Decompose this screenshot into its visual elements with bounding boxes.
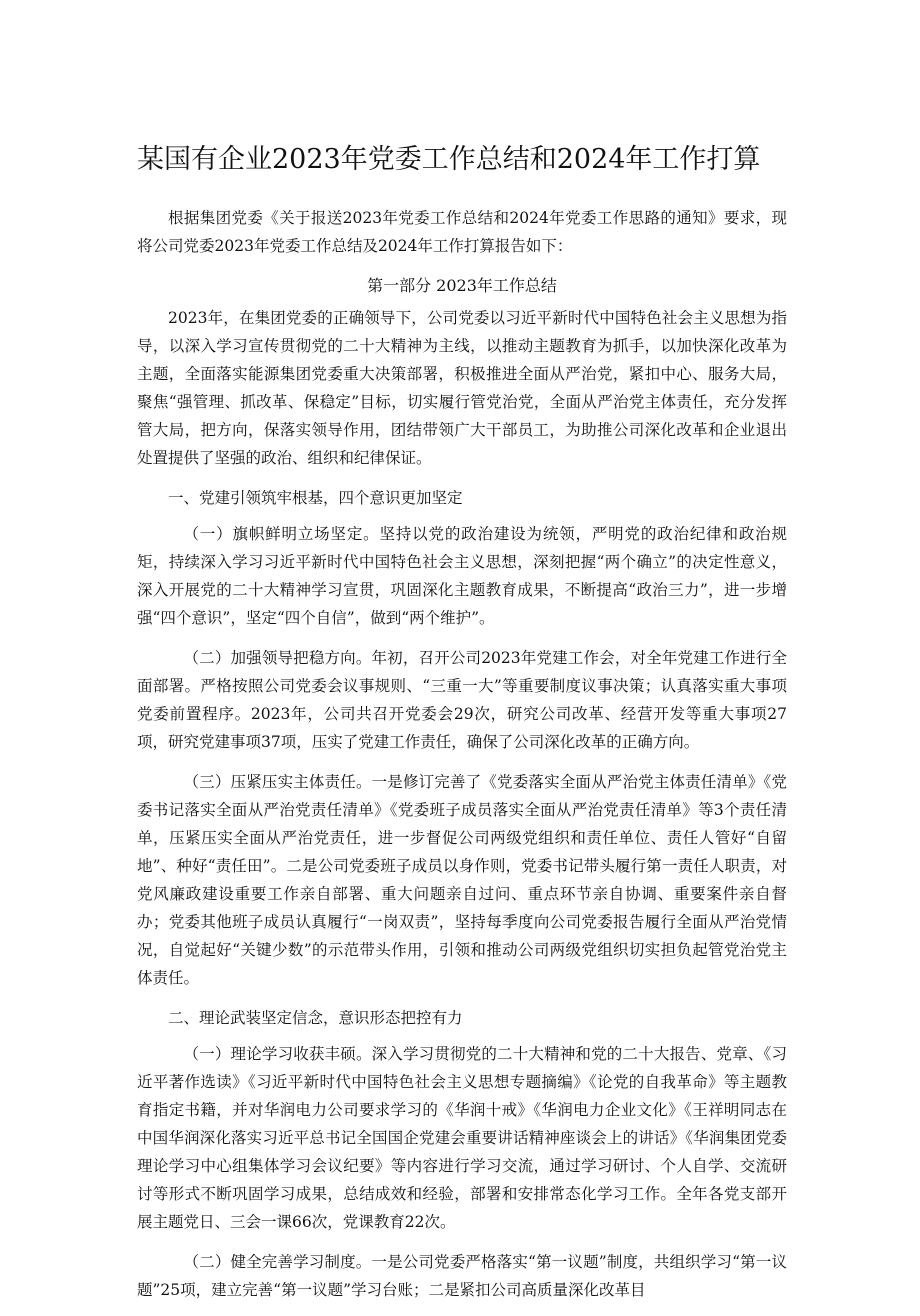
paragraph: （一）理论学习收获丰硕。深入学习贯彻党的二十大精神和党的二十大报告、党章、《习近平著作选读》《习近平新时代中国特色社会主义思想专题摘编》《论党的自我革命》等主题教育指定书籍，并对华润电力公司要求学习的《华润十戒》《华润电力企业文化》《王祥明同志在中国华润深化落实习近平总书记全国国企党建会重要讲话精神座谈会上的讲话》《华润集团党委理论学习中心组集体学习会议纪要》等内容进行学习交流，通过学习研讨、个人自学、交流研讨等形式不断巩固学习成果，总结成效和经验，部署和安排常态化学习工作。全年各党支部开展主题党日、三会一课66次，党课教育22次。 xyxy=(137,1045,787,1231)
overview-paragraph: 2023年，在集团党委的正确领导下，公司党委以习近平新时代中国特色社会主义思想为指导，以深入学习宣传贯彻党的二十大精神为主线，以推动主题教育为抓手，以加快深化改革为主题，全面落实能源集团党委重大决策部署，积极推进全面从严治党，紧扣中心、服务大局，聚焦“强管理、抓改革、保稳定”目标，切实履行管党治党，全面从严治党主体责任，充分发挥管大局，把方向，保落实领导作用，团结带领广大干部员工，为助推公司深化改革和企业退出处置提供了坚强的政治、组织和纪律保证。 xyxy=(137,309,787,467)
document-body xyxy=(137,140,787,1316)
paragraph: （一）旗帜鲜明立场坚定。坚持以党的政治建设为统领，严明党的政治纪律和政治规矩，持续深入学习习近平新时代中国特色社会主义思想，深刻把握“两个确立”的决定性意义，深入开展党的二十大精神学习宣贯，巩固深化主题教育成果，不断提高“政治三力”，进一步增强“四个意识”，坚定“四个自信”，做到“两个维护”。 xyxy=(137,525,787,627)
document-title: 某国有企业2023年党委工作总结和2024年工作打算 xyxy=(137,144,761,175)
paragraph: （三）压紧压实主体责任。一是修订完善了《党委落实全面从严治党主体责任清单》《党委书记落实全面从严治党责任清单》《党委班子成员落实全面从严治党责任清单》等3个责任清单，压紧压实全面从严治党责任，进一步督促公司两级党组织和责任单位、责任人管好“自留地”、种好“责任田”。二是公司党委班子成员以身作则，党委书记带头履行第一责任人职责，对党风廉政建设重要工作亲自部署、重大问题亲自过问、重点环节亲自协调、重要案件亲自督办；党委其他班子成员认真履行“一岗双责”，坚持每季度向公司党委报告履行全面从严治党情况，自觉起好“关键少数”的示范带头作用，引领和推动公司两级党组织切实担负起管党治党主体责任。 xyxy=(137,773,787,987)
part-heading: 第一部分 2023年工作总结 xyxy=(367,276,557,295)
section-heading: 二、理论武装坚定信念，意识形态把控有力 xyxy=(168,1009,463,1027)
paragraph: （二）加强领导把稳方向。年初，召开公司2023年党建工作会，对全年党建工作进行全面部署。严格按照公司党委会议事规则、“三重一大”等重要制度议事决策；认真落实重大事项党委前置程序。2023年，公司共召开党委会29次，研究公司改革、经营开发等重大事项27项，研究党建事项37项，压实了党建工作责任，确保了公司深化改革的正确方向。 xyxy=(137,649,787,751)
section-heading: 一、党建引领筑牢根基，四个意识更加坚定 xyxy=(168,489,463,507)
paragraph: （二）健全完善学习制度。一是公司党委严格落实“第一议题”制度，共组织学习“第一议题”25项，建立完善“第一议题”学习台账；二是紧扣公司高质量深化改革目 xyxy=(137,1253,787,1299)
intro-paragraph: 根据集团党委《关于报送2023年党委工作总结和2024年党委工作思路的通知》要求，现将公司党委2023年党委工作总结及2024年工作打算报告如下： xyxy=(137,209,787,255)
